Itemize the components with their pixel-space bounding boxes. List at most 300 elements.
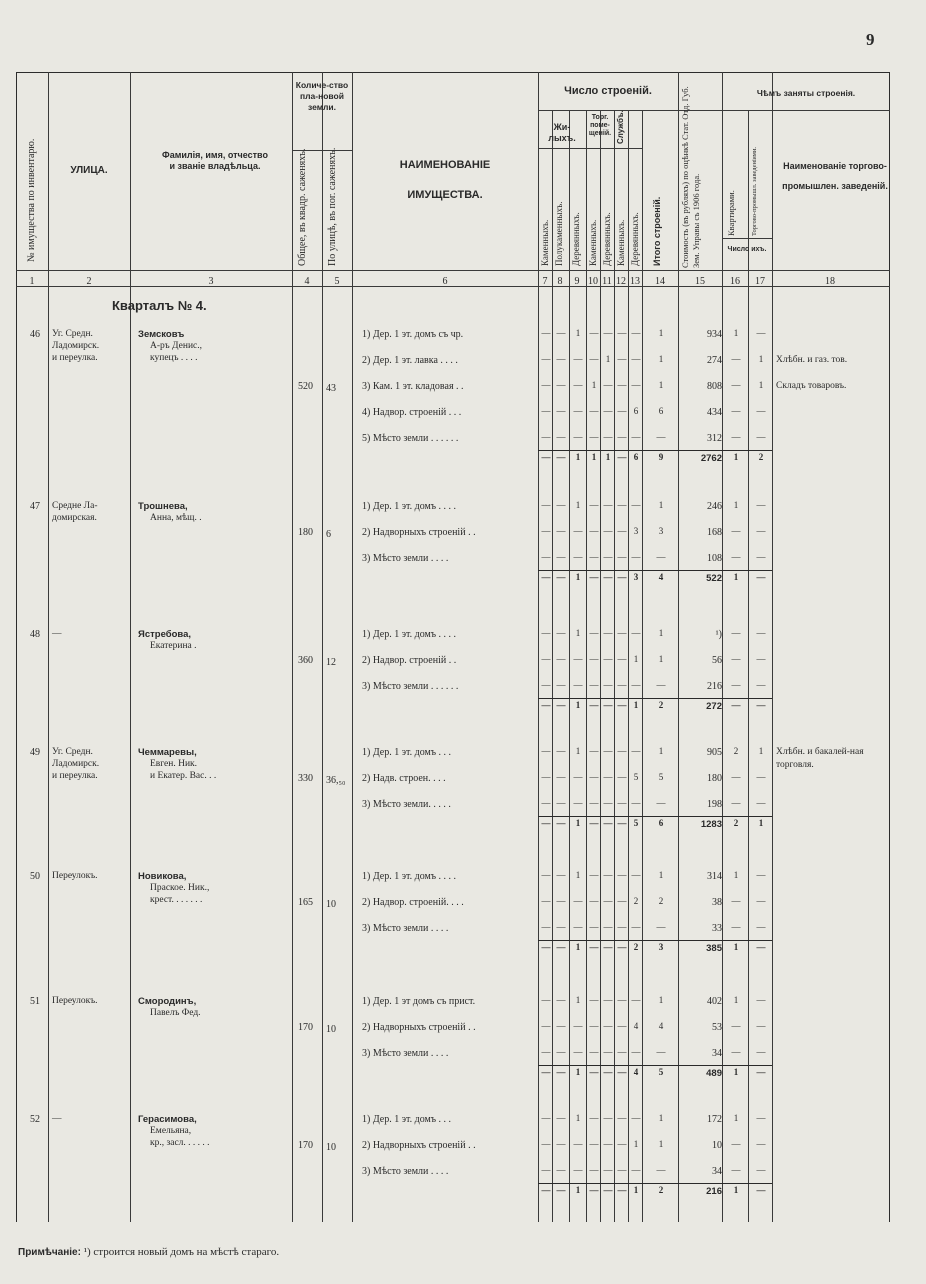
item-c8: — <box>556 1139 566 1149</box>
header-street: УЛИЦА. <box>70 165 108 176</box>
item-value: 56 <box>712 655 722 666</box>
item-establishments: — <box>756 654 766 664</box>
item-value: 808 <box>707 381 722 392</box>
item-c7: — <box>541 654 551 664</box>
entry-number: 50 <box>30 871 40 882</box>
item-value: 314 <box>707 871 722 882</box>
entry-owner: А-ръ Денис., <box>150 341 203 351</box>
total-c13: 6 <box>633 452 639 462</box>
item-c14: 1 <box>658 995 664 1005</box>
item-apartments: 1 <box>733 328 739 338</box>
column-rule <box>538 72 539 1222</box>
item-name: 1) Дер. 1 эт. домъ . . . . <box>362 501 457 512</box>
item-c8: — <box>556 1113 566 1123</box>
total-c8: — <box>556 700 566 710</box>
item-name: 2) Надв. строен. . . . <box>362 773 446 784</box>
total-establishments: 1 <box>758 818 764 828</box>
item-c8: — <box>556 798 566 808</box>
item-value: 216 <box>707 681 722 692</box>
item-apartments: — <box>731 526 741 536</box>
entry-area: 360 <box>298 655 313 666</box>
total-c8: — <box>556 452 566 462</box>
item-c8: — <box>556 1047 566 1057</box>
item-name: 3) Мѣсто земли. . . . . <box>362 799 451 810</box>
item-establishments: — <box>756 1021 766 1031</box>
item-c12: — <box>617 1021 627 1031</box>
item-c7: — <box>541 798 551 808</box>
column-number: 3 <box>208 276 214 287</box>
total-c14: 9 <box>658 452 664 462</box>
item-c8: — <box>556 380 566 390</box>
item-c8: — <box>556 628 566 638</box>
item-c10: — <box>589 552 599 562</box>
item-value: 402 <box>707 996 722 1007</box>
header-service: Службъ. <box>616 110 625 144</box>
item-c12: — <box>617 354 627 364</box>
total-c10: — <box>589 818 599 828</box>
entry-owner: Герасимова, <box>138 1114 197 1125</box>
header-c9: Деревянныхъ. <box>571 212 581 266</box>
header-c11: Деревянныхъ. <box>602 212 612 266</box>
total-apartments: 1 <box>733 1185 739 1195</box>
item-c10: — <box>589 995 599 1005</box>
item-establishments: — <box>756 680 766 690</box>
item-c9: 1 <box>575 995 581 1005</box>
item-c11: — <box>603 500 613 510</box>
item-apartments: 1 <box>733 1113 739 1123</box>
item-c14: — <box>656 1047 666 1057</box>
total-c13: 1 <box>633 1185 639 1195</box>
total-c11: — <box>603 1067 613 1077</box>
total-c11: 1 <box>605 452 611 462</box>
item-c13: 3 <box>633 526 639 536</box>
item-establishments: — <box>756 772 766 782</box>
item-c9: — <box>573 798 583 808</box>
total-c7: — <box>541 452 551 462</box>
total-c8: — <box>556 1185 566 1195</box>
item-c8: — <box>556 654 566 664</box>
item-establishment-name: Складъ товаровъ. <box>776 381 847 391</box>
header-commercial: Торг. поме-щеній. <box>588 114 612 137</box>
entry-street: Уг. Средн. <box>52 747 93 757</box>
item-c11: — <box>603 1047 613 1057</box>
total-c10: — <box>589 942 599 952</box>
item-c8: — <box>556 354 566 364</box>
item-c8: — <box>556 328 566 338</box>
item-c12: — <box>617 1165 627 1175</box>
entry-street: и переулка. <box>52 771 98 781</box>
item-c8: — <box>556 526 566 536</box>
item-c11: — <box>603 922 613 932</box>
entry-frontage: 10 <box>326 1024 336 1035</box>
item-name: 2) Надворныхъ строеній . . <box>362 527 476 538</box>
item-c9: — <box>573 922 583 932</box>
item-c12: — <box>617 500 627 510</box>
column-number: 5 <box>334 276 340 287</box>
item-c9: 1 <box>575 500 581 510</box>
item-c12: — <box>617 432 627 442</box>
total-value: 385 <box>706 943 722 954</box>
entry-frontage: 6 <box>326 529 331 540</box>
total-value: 1283 <box>700 819 722 830</box>
entry-street: — <box>52 629 62 639</box>
item-c14: 1 <box>658 628 664 638</box>
item-c14: 1 <box>658 354 664 364</box>
header-value: Стоимость (въ рубляхъ) по оцѣнкѣ Стат. Отд. Губ. Зем. Управы съ 1906 года. <box>680 86 701 268</box>
item-apartments: 1 <box>733 500 739 510</box>
entry-owner: Трошнева, <box>138 501 188 512</box>
item-establishments: 1 <box>758 746 764 756</box>
item-c7: — <box>541 354 551 364</box>
item-c9: — <box>573 896 583 906</box>
item-apartments: — <box>731 1021 741 1031</box>
item-value: 434 <box>707 407 722 418</box>
entry-area: 170 <box>298 1140 313 1151</box>
item-c13: — <box>631 870 641 880</box>
item-c10: — <box>589 746 599 756</box>
footnote <box>18 1246 279 1258</box>
entry-owner: и Екатер. Вас. . . <box>150 771 217 781</box>
header-c8: Полукаменныхъ. <box>554 201 564 266</box>
total-c9: 1 <box>575 1067 581 1077</box>
item-c13: 2 <box>633 896 639 906</box>
item-apartments: — <box>731 680 741 690</box>
item-c11: — <box>603 772 613 782</box>
item-c7: — <box>541 406 551 416</box>
total-value: 489 <box>706 1068 722 1079</box>
item-c9: — <box>573 1047 583 1057</box>
item-c12: — <box>617 328 627 338</box>
item-establishments: — <box>756 628 766 638</box>
total-c10: — <box>589 1067 599 1077</box>
item-value: 33 <box>712 923 722 934</box>
column-number: 16 <box>730 276 740 287</box>
entry-area: 170 <box>298 1022 313 1033</box>
total-c7: — <box>541 700 551 710</box>
header-rule <box>538 110 678 111</box>
item-c9: 1 <box>575 628 581 638</box>
item-c13: 4 <box>633 1021 639 1031</box>
item-establishments: — <box>756 896 766 906</box>
header-residential: Жи-лыхъ. <box>548 122 576 143</box>
item-c11: — <box>603 1165 613 1175</box>
entry-owner: Евген. Ник. <box>150 759 198 769</box>
item-establishments: — <box>756 1165 766 1175</box>
item-c12: — <box>617 995 627 1005</box>
item-c7: — <box>541 746 551 756</box>
total-c8: — <box>556 1067 566 1077</box>
item-c9: — <box>573 654 583 664</box>
header-c13: Деревянныхъ. <box>630 212 640 266</box>
item-c7: — <box>541 896 551 906</box>
entry-owner: Праское. Ник., <box>150 883 210 893</box>
item-c13: — <box>631 432 641 442</box>
entry-street: Уг. Средн. <box>52 329 93 339</box>
item-name: 1) Дер. 1 эт. домъ . . . <box>362 747 452 758</box>
item-c13: — <box>631 746 641 756</box>
total-establishments: — <box>756 1067 766 1077</box>
item-c12: — <box>617 1047 627 1057</box>
total-value: 522 <box>706 573 722 584</box>
entry-street: домирская. <box>52 513 97 523</box>
item-establishments: — <box>756 1139 766 1149</box>
entry-owner: Новикова, <box>138 871 187 882</box>
item-name: 2) Дер. 1 эт. лавка . . . . <box>362 355 458 366</box>
item-c13: — <box>631 380 641 390</box>
item-c10: — <box>589 1139 599 1149</box>
item-c7: — <box>541 870 551 880</box>
column-rule <box>772 72 773 1222</box>
total-rule <box>538 940 772 941</box>
column-number: 9 <box>574 276 580 287</box>
total-c12: — <box>617 1185 627 1195</box>
header-owner: Фамилія, имя, отчество и званіе владѣльца. <box>162 150 268 171</box>
item-c13: 6 <box>633 406 639 416</box>
total-rule <box>538 1065 772 1066</box>
entry-number: 49 <box>30 747 40 758</box>
item-establishments: — <box>756 526 766 536</box>
item-establishments: 1 <box>758 380 764 390</box>
entry-frontage: 43 <box>326 383 336 394</box>
column-rule <box>352 72 353 1222</box>
item-c7: — <box>541 500 551 510</box>
total-c12: — <box>617 700 627 710</box>
item-c9: — <box>573 772 583 782</box>
item-c11: — <box>603 1113 613 1123</box>
item-c13: — <box>631 500 641 510</box>
item-c11: — <box>603 328 613 338</box>
item-c10: — <box>589 354 599 364</box>
item-c10: — <box>589 798 599 808</box>
total-c11: — <box>603 818 613 828</box>
item-c12: — <box>617 628 627 638</box>
column-rule <box>48 72 49 1222</box>
total-c9: 1 <box>575 700 581 710</box>
item-c8: — <box>556 406 566 416</box>
item-c13: — <box>631 995 641 1005</box>
item-establishment-name: Хлѣбн. и газ. тов. <box>776 355 848 365</box>
item-apartments: — <box>731 896 741 906</box>
item-c12: — <box>617 896 627 906</box>
total-apartments: 2 <box>733 818 739 828</box>
entry-area: 180 <box>298 527 313 538</box>
item-c8: — <box>556 1021 566 1031</box>
item-name: 5) Мѣсто земли . . . . . . <box>362 433 459 444</box>
item-c7: — <box>541 628 551 638</box>
item-c12: — <box>617 922 627 932</box>
item-c8: — <box>556 922 566 932</box>
item-value: 172 <box>707 1114 722 1125</box>
item-c7: — <box>541 1113 551 1123</box>
total-c9: 1 <box>575 1185 581 1195</box>
total-establishments: 2 <box>758 452 764 462</box>
item-apartments: — <box>731 406 741 416</box>
item-c12: — <box>617 798 627 808</box>
item-c9: — <box>573 406 583 416</box>
entry-frontage: 10 <box>326 899 336 910</box>
item-c9: — <box>573 354 583 364</box>
entry-area: 165 <box>298 897 313 908</box>
item-c11: — <box>603 432 613 442</box>
item-c7: — <box>541 772 551 782</box>
column-number: 1 <box>29 276 35 287</box>
item-value: 905 <box>707 747 722 758</box>
item-value: 168 <box>707 527 722 538</box>
total-c14: 2 <box>658 700 664 710</box>
item-c11: 1 <box>605 354 611 364</box>
total-c7: — <box>541 1067 551 1077</box>
total-c8: — <box>556 818 566 828</box>
footnote-text: ¹) строится новый домъ на мѣстѣ стараго. <box>83 1246 280 1258</box>
item-c14: 2 <box>658 896 664 906</box>
item-name: 2) Надвор. строеній . . <box>362 655 457 666</box>
item-c7: — <box>541 328 551 338</box>
item-apartments: — <box>731 432 741 442</box>
item-apartments: — <box>731 354 741 364</box>
item-c11: — <box>603 746 613 756</box>
quarter-title: Кварталъ № 4. <box>112 298 207 313</box>
entry-owner: Смородинъ, <box>138 996 197 1007</box>
item-c11: — <box>603 896 613 906</box>
item-c12: — <box>617 406 627 416</box>
item-c13: — <box>631 628 641 638</box>
item-c12: — <box>617 746 627 756</box>
item-c8: — <box>556 896 566 906</box>
item-c14: 1 <box>658 328 664 338</box>
total-apartments: 1 <box>733 572 739 582</box>
item-name: 2) Надвор. строеній. . . . <box>362 897 464 908</box>
item-c14: 1 <box>658 380 664 390</box>
item-c9: — <box>573 380 583 390</box>
item-c14: 1 <box>658 500 664 510</box>
item-c8: — <box>556 995 566 1005</box>
item-c8: — <box>556 500 566 510</box>
header-property-name: НАИМЕНОВАНІЕ ИМУЩЕСТВА. <box>399 159 491 201</box>
total-value: 2762 <box>700 453 722 464</box>
item-apartments: — <box>731 798 741 808</box>
item-c11: — <box>603 1139 613 1149</box>
item-c10: — <box>589 500 599 510</box>
item-value: ¹) <box>715 629 722 640</box>
total-rule <box>538 570 772 571</box>
total-c11: — <box>603 942 613 952</box>
item-name: 1) Дер. 1 эт. домъ . . . <box>362 1114 452 1125</box>
header-establishment-name: Наименованіе торгово-промышлен. заведеній. <box>782 161 888 191</box>
item-c11: — <box>603 870 613 880</box>
total-c14: 2 <box>658 1185 664 1195</box>
entry-owner: Емельяна, <box>150 1126 192 1136</box>
total-c12: — <box>617 818 627 828</box>
item-value: 180 <box>707 773 722 784</box>
column-rule <box>130 72 131 1222</box>
item-value: 53 <box>712 1022 722 1033</box>
column-number: 7 <box>542 276 548 287</box>
item-c9: — <box>573 680 583 690</box>
item-name: 3) Мѣсто земли . . . . <box>362 1166 449 1177</box>
item-c14: 1 <box>658 1139 664 1149</box>
total-c7: — <box>541 1185 551 1195</box>
total-establishments: — <box>756 942 766 952</box>
item-c13: — <box>631 354 641 364</box>
item-name: 3) Мѣсто земли . . . . <box>362 553 449 564</box>
item-value: 198 <box>707 799 722 810</box>
item-c14: — <box>656 922 666 932</box>
item-c7: — <box>541 380 551 390</box>
item-c10: — <box>589 654 599 664</box>
item-c7: — <box>541 1047 551 1057</box>
item-value: 246 <box>707 501 722 512</box>
item-c14: 1 <box>658 870 664 880</box>
item-establishments: — <box>756 432 766 442</box>
total-c7: — <box>541 942 551 952</box>
item-c7: — <box>541 526 551 536</box>
item-c10: — <box>589 1113 599 1123</box>
item-c10: — <box>589 328 599 338</box>
header-their-number: Число ихъ. <box>727 246 767 253</box>
total-c9: 1 <box>575 452 581 462</box>
item-value: 10 <box>712 1140 722 1151</box>
total-c11: — <box>603 572 613 582</box>
entry-area: 520 <box>298 381 313 392</box>
item-establishments: — <box>756 870 766 880</box>
item-c10: 1 <box>591 380 597 390</box>
total-c13: 2 <box>633 942 639 952</box>
item-c14: — <box>656 1165 666 1175</box>
item-apartments: 1 <box>733 870 739 880</box>
item-c9: 1 <box>575 328 581 338</box>
entry-number: 47 <box>30 501 40 512</box>
item-name: 3) Мѣсто земли . . . . . . <box>362 681 459 692</box>
item-c11: — <box>603 1021 613 1031</box>
item-apartments: 1 <box>733 995 739 1005</box>
column-number: 4 <box>304 276 310 287</box>
header-occupied-by: Чѣмъ заняты строенія. <box>756 88 856 98</box>
item-c14: 6 <box>658 406 664 416</box>
item-c7: — <box>541 995 551 1005</box>
item-establishments: — <box>756 1047 766 1057</box>
header-rule <box>538 148 642 149</box>
item-c13: — <box>631 922 641 932</box>
column-rule <box>722 72 723 1222</box>
entry-owner: Анна, мѣщ. . <box>150 513 202 523</box>
total-c10: — <box>589 572 599 582</box>
total-c8: — <box>556 942 566 952</box>
item-c10: — <box>589 680 599 690</box>
total-c10: 1 <box>591 452 597 462</box>
entry-street: и переулка. <box>52 353 98 363</box>
total-c9: 1 <box>575 572 581 582</box>
header-c7: Каменныхъ. <box>540 219 550 266</box>
entry-number: 52 <box>30 1114 40 1125</box>
item-c7: — <box>541 552 551 562</box>
total-rule <box>538 816 772 817</box>
total-c11: — <box>603 1185 613 1195</box>
item-c11: — <box>603 380 613 390</box>
column-number: 12 <box>616 276 626 287</box>
item-c13: — <box>631 798 641 808</box>
total-establishments: — <box>756 572 766 582</box>
item-apartments: — <box>731 628 741 638</box>
column-number: 11 <box>602 276 612 287</box>
item-c14: 3 <box>658 526 664 536</box>
column-number: 17 <box>755 276 765 287</box>
item-c11: — <box>603 798 613 808</box>
total-c8: — <box>556 572 566 582</box>
total-c9: 1 <box>575 818 581 828</box>
item-c10: — <box>589 526 599 536</box>
item-apartments: — <box>731 772 741 782</box>
column-rule <box>292 72 293 1222</box>
